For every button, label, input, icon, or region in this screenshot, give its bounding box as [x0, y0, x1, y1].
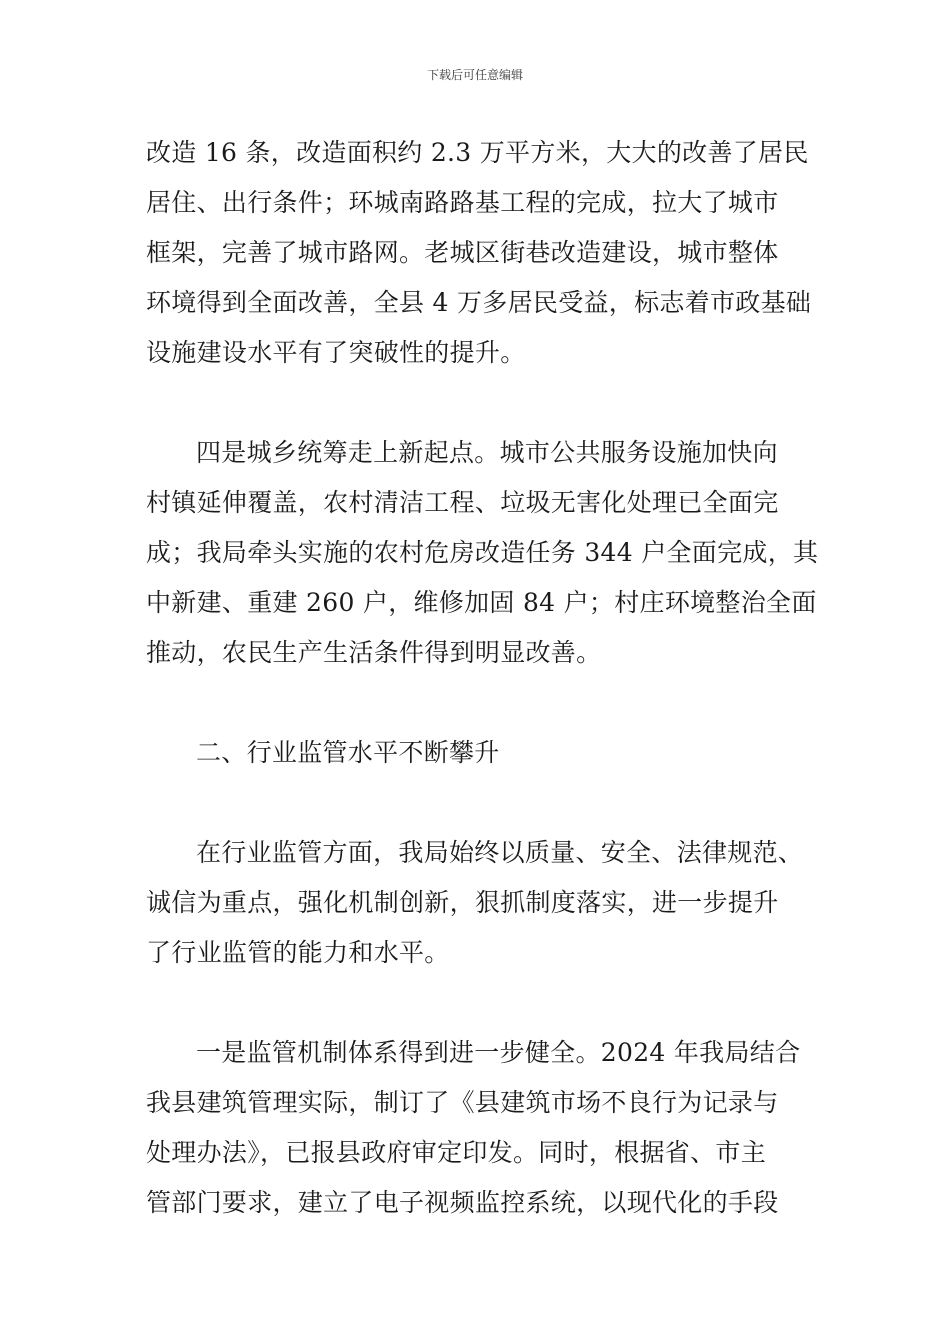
text-line: 居住、出行条件；环城南路路基工程的完成，拉大了城市	[146, 188, 779, 217]
text-line: 处理办法》，已报县政府审定印发。同时，根据省、市主	[146, 1138, 767, 1167]
paragraph-gap	[146, 778, 818, 828]
text-line: 村镇延伸覆盖，农村清洁工程、垃圾无害化处理已全面完	[146, 488, 779, 517]
document-body	[146, 128, 818, 1228]
text-line: 成；我局牵头实施的农村危房改造任务 344 户全面完成，其	[146, 538, 819, 567]
paragraph-industry-supervision	[146, 828, 818, 978]
text-line: 在行业监管方面，我局始终以质量、安全、法律规范、	[196, 838, 804, 867]
text-line: 四是城乡统筹走上新起点。城市公共服务设施加快向	[196, 438, 778, 467]
text-line: 改造 16 条，改造面积约 2.3 万平方米，大大的改善了居民	[146, 138, 809, 167]
text-line: 环境得到全面改善，全县 4 万多居民受益，标志着市政基础	[146, 288, 812, 317]
paragraph-gap	[146, 978, 818, 1028]
paragraph-supervision-mechanism	[146, 1028, 818, 1228]
paragraph-infrastructure-continued	[146, 128, 818, 378]
text-line: 设施建设水平有了突破性的提升。	[146, 338, 526, 367]
text-line: 诚信为重点，强化机制创新，狠抓制度落实，进一步提升	[146, 888, 779, 917]
paragraph-gap	[146, 378, 818, 428]
paragraph-urban-rural	[146, 428, 818, 678]
text-line: 我县建筑管理实际，制订了《县建筑市场不良行为记录与	[146, 1088, 779, 1117]
section-heading	[146, 728, 818, 778]
page-header: 下载后可任意编辑	[426, 68, 523, 82]
text-line: 推动，农民生产生活条件得到明显改善。	[146, 638, 602, 667]
text-line: 了行业监管的能力和水平。	[146, 938, 450, 967]
text-line: 一是监管机制体系得到进一步健全。2024 年我局结合	[196, 1038, 801, 1067]
text-line: 中新建、重建 260 户，维修加固 84 户；村庄环境整治全面	[146, 588, 817, 617]
text-line: 管部门要求，建立了电子视频监控系统，以现代化的手段	[146, 1188, 779, 1217]
heading-text: 二、行业监管水平不断攀升	[196, 738, 500, 767]
text-line: 框架，完善了城市路网。老城区街巷改造建设，城市整体	[146, 238, 779, 267]
paragraph-gap	[146, 678, 818, 728]
